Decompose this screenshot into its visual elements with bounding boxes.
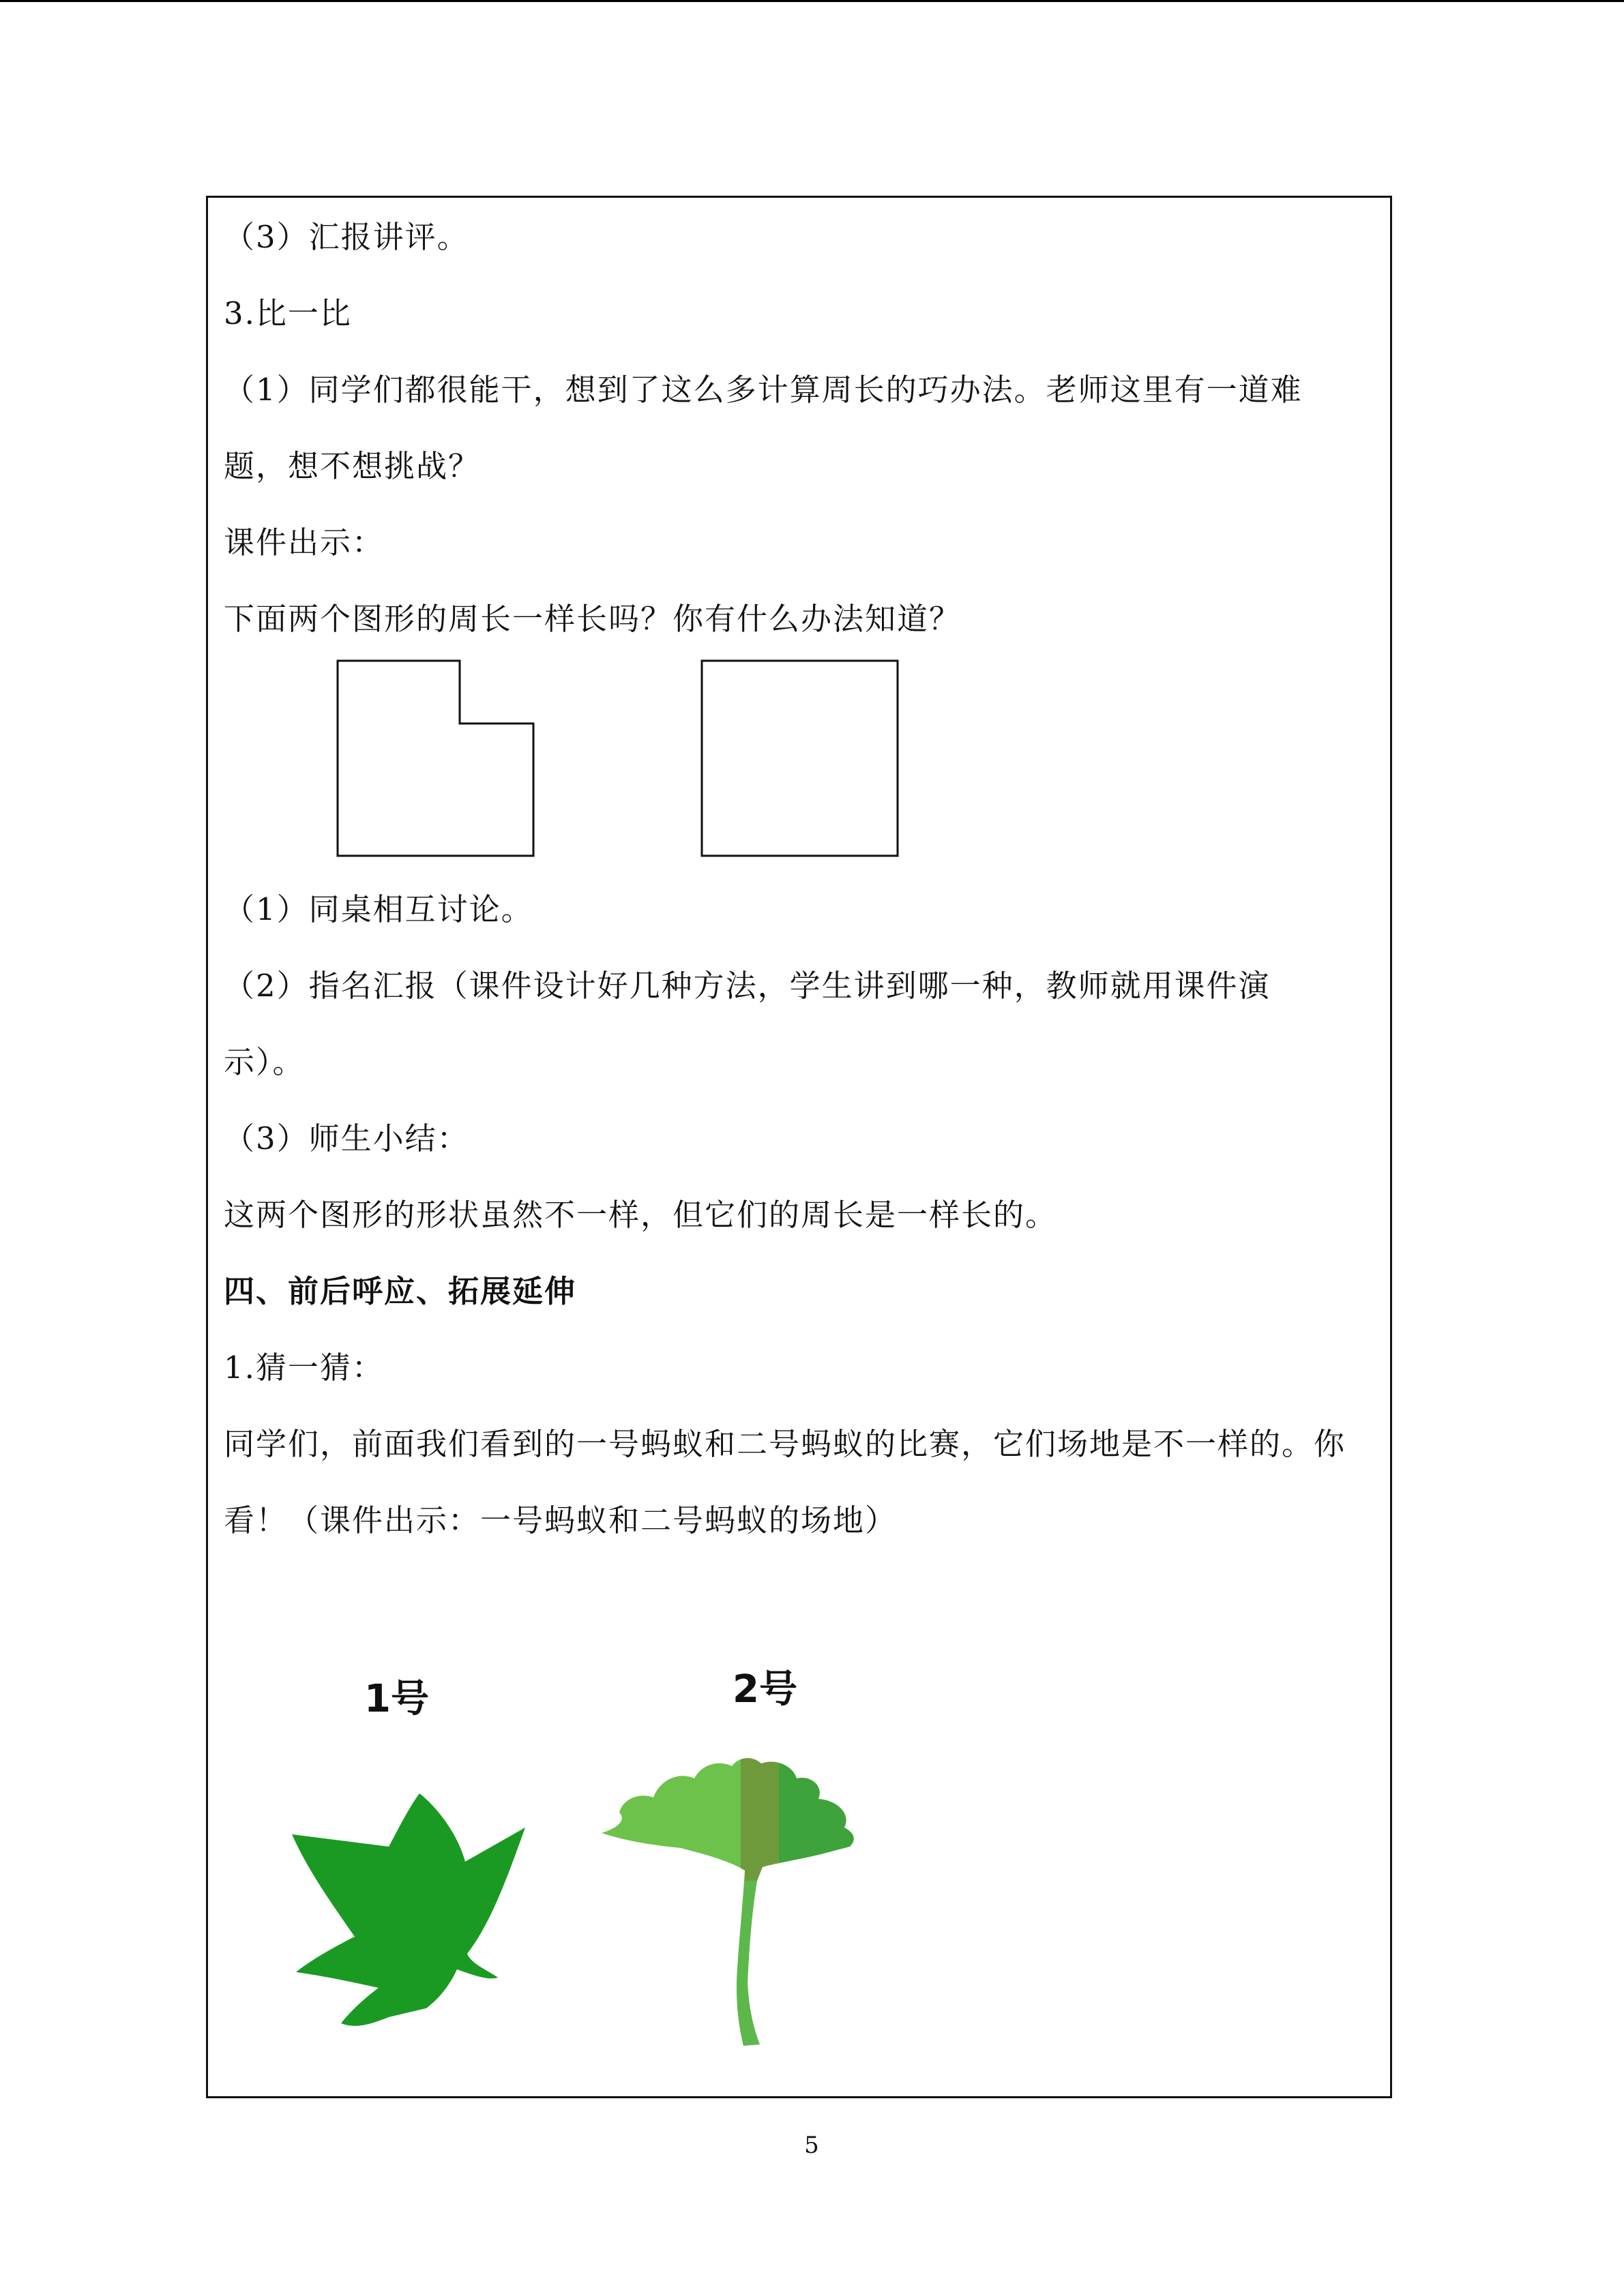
top-rule — [0, 0, 1624, 2]
question-text: 下面两个图形的周长一样长吗？你有什么办法知道？ — [224, 601, 962, 637]
text-line: （1）同桌相互讨论。 — [224, 891, 533, 927]
text-line: 课件出示： — [224, 524, 385, 561]
text-line: （3）汇报讲评。 — [224, 219, 469, 255]
text-line: （2）指名汇报（课件设计好几种方法，学生讲到哪一种，教师就用课件演 — [224, 968, 1271, 1004]
text-line: （1）同学们都很能干，想到了这么多计算周长的巧办法。老师这里有一道难 — [224, 372, 1303, 408]
section-heading: 四、前后呼应、拓展延伸 — [224, 1273, 577, 1309]
text-line: 1.猜一猜： — [224, 1350, 384, 1386]
ginkgo-leaf-image — [599, 1751, 885, 2051]
maple-leaf-image — [286, 1780, 539, 2032]
text-line: 题，想不想挑战？ — [224, 448, 481, 484]
text-line: 看！（课件出示：一号蚂蚁和二号蚂蚁的场地） — [224, 1502, 898, 1538]
leaf-1-label: 1号 — [364, 1677, 429, 1721]
text-line: 这两个图形的形状虽然不一样，但它们的周长是一样长的。 — [224, 1197, 1058, 1233]
leaf-2-label: 2号 — [733, 1667, 797, 1712]
text-line: （3）师生小结： — [224, 1120, 469, 1157]
page-number: 5 — [804, 2132, 819, 2159]
square-figure — [700, 659, 900, 858]
notched-square-figure — [336, 659, 536, 858]
text-line: 示）。 — [224, 1044, 305, 1080]
text-line: 同学们，前面我们看到的一号蚂蚁和二号蚂蚁的比赛，它们场地是不一样的。你 — [224, 1426, 1346, 1462]
section-heading: 3.比一比 — [224, 295, 352, 331]
